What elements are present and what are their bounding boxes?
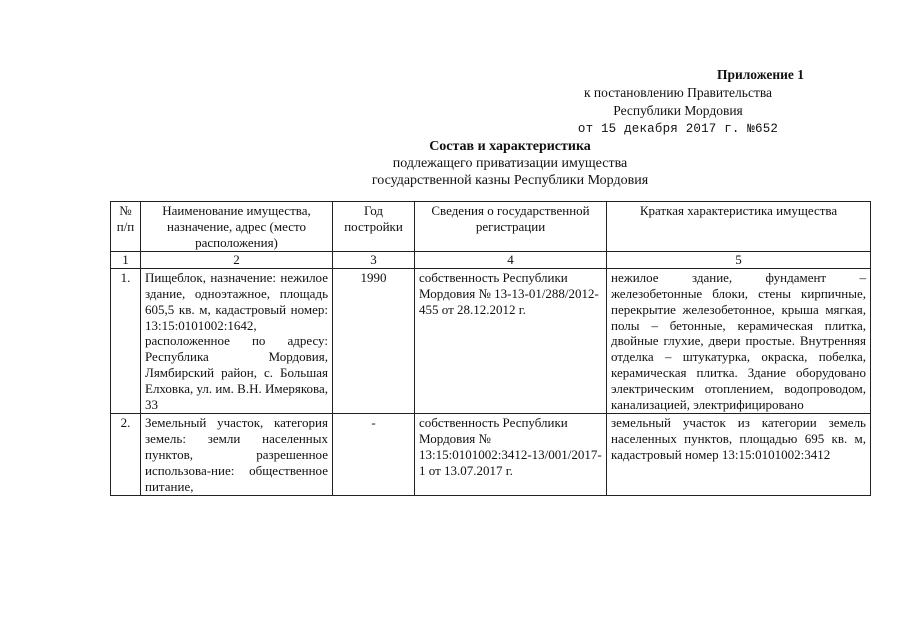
index-cell: 1 bbox=[111, 252, 141, 269]
col-header-registration: Сведения о государственной регистрации bbox=[415, 202, 607, 252]
row-registration: собственность Республики Мордовия № 13:15:0101002:3412-13/001/2017-1 от 13.07.2017 г. bbox=[415, 414, 607, 496]
table-header-row bbox=[111, 202, 871, 252]
index-cell: 5 bbox=[607, 252, 871, 269]
document-title bbox=[110, 138, 905, 189]
appendix-date: от 15 декабря 2017 г. №652 bbox=[577, 122, 779, 136]
appendix-line-2: к постановлению Правительства bbox=[583, 85, 773, 100]
col-header-year: Год постройки bbox=[333, 202, 415, 252]
appendix-line-3: Республики Мордовия bbox=[613, 103, 743, 118]
index-cell: 2 bbox=[141, 252, 333, 269]
title-sub-1: подлежащего приватизации имущества bbox=[392, 156, 628, 171]
table-row bbox=[111, 269, 871, 414]
row-description: нежилое здание, фундамент – железобетонные блоки, стены кирпичные, перекрытие железобетонное, крыша мягкая, полы – бетонные, керамическая плитка, двойные глухие, двери простые. Внутренняя отделка – штукатурка, окраска, побелка, керамическая плитка. Здание оборудовано электрическим отоплением, водопроводом, канализацией, электрифицировано bbox=[607, 269, 871, 414]
table-index-row bbox=[111, 252, 871, 269]
table-row bbox=[111, 414, 871, 496]
row-year: - bbox=[333, 414, 415, 496]
title-main: Состав и характеристика bbox=[429, 139, 591, 154]
row-year: 1990 bbox=[333, 269, 415, 414]
row-number: 2. bbox=[111, 414, 141, 496]
appendix-header bbox=[548, 66, 808, 138]
appendix-label: Приложение 1 bbox=[716, 67, 804, 82]
row-description: земельный участок из категории земель населенных пунктов, площадью 695 кв. м, кадастровый номер 13:15:0101002:3412 bbox=[607, 414, 871, 496]
property-table bbox=[110, 201, 871, 496]
col-header-num: № п/п bbox=[111, 202, 141, 252]
row-registration: собственность Республики Мордовия № 13-13-01/288/2012-455 от 28.12.2012 г. bbox=[415, 269, 607, 414]
row-name: Пищеблок, назначение: нежилое здание, одноэтажное, площадь 605,5 кв. м, кадастровый номер: 13:15:0101002:1642, расположенное по адресу: Республика Мордовия, Лямбирский район, с. Большая Елховка, ул. им. В.Н. Имерякова, 33 bbox=[141, 269, 333, 414]
col-header-description: Краткая характеристика имущества bbox=[607, 202, 871, 252]
row-name: Земельный участок, категория земель: земли населенных пунктов, разрешенное использова-ние: общественное питание, bbox=[141, 414, 333, 496]
index-cell: 4 bbox=[415, 252, 607, 269]
index-cell: 3 bbox=[333, 252, 415, 269]
row-number: 1. bbox=[111, 269, 141, 414]
col-header-name: Наименование имущества, назначение, адрес (место расположения) bbox=[141, 202, 333, 252]
title-sub-2: государственной казны Республики Мордовия bbox=[371, 173, 649, 188]
